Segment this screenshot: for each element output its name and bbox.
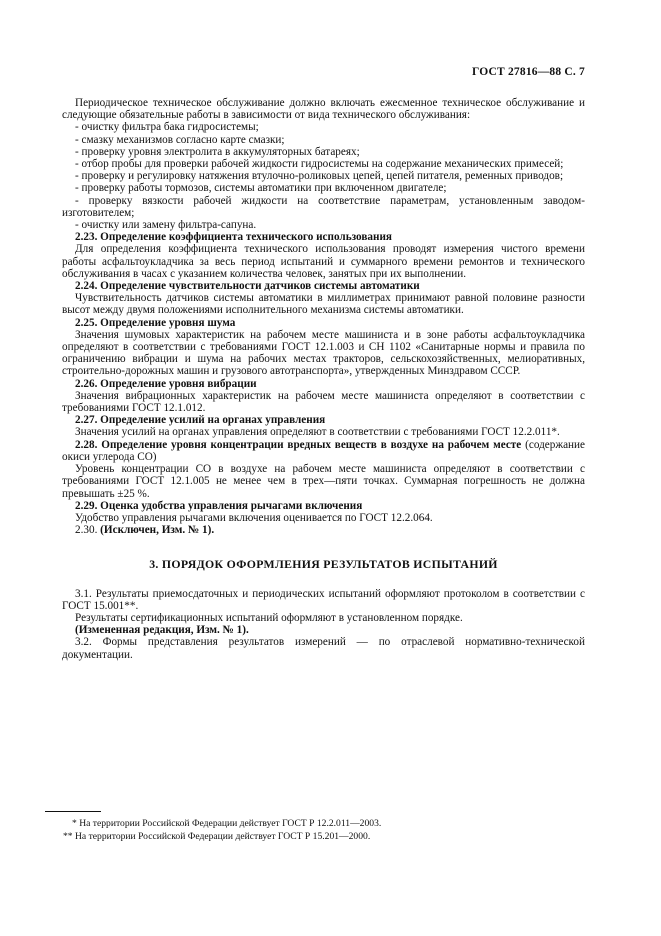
clause-2-30-text: (Исключен, Изм. № 1). [100,524,215,537]
clause-2-24-text: Чувствительность датчиков системы автоматики в миллиметрах принимают равной половине разности высот между двумя положениями исполнительного механизма системы автоматики. [62,292,585,317]
clause-2-30-number: 2.30. [75,524,101,537]
list-item: - проверку вязкости рабочей жидкости на соответствие параметрам, установленным заводом-изготовителем; [62,194,585,219]
clause-2-28-heading [62,439,585,463]
list-item: - проверку уровня электролита в аккумуляторных батареях; [75,145,360,158]
clause-3-1-cert-text: Результаты сертификационных испытаний оформляют в установленном порядке. [75,611,463,624]
list-item: - очистку или замену фильтра-сапуна. [75,219,257,232]
clause-2-28-suffix: (содержание окиси углерода СО) [62,438,585,463]
clause-2-25-text: Значения шумовых характеристик на рабочем месте машиниста и в зоне работы асфальтоукладчика определяют в соответствии с требованиями ГОСТ 12.1.003 и СН 1102 «Санитарные нормы и правила по ограничению вибрации и шума на рабочих местах тракторов, сельскохозяйственных, мелиоративных, строительно-дорожных машин и грузового автотранспорта», утвержденных Минздравом СССР. [62,328,585,378]
clause-3-1-amendment: (Измененная редакция, Изм. № 1). [75,624,249,637]
footnotes [63,818,572,843]
clause-2-28-title: 2.28. Определение уровня концентрации вредных веществ в воздухе на рабочем месте [75,438,522,451]
clause-2-26-text: Значения вибрационных характеристик на рабочем месте машиниста определяют в соответствии с требованиями ГОСТ 12.1.012. [62,389,585,415]
intro-paragraph: Периодическое техническое обслуживание должно включать ежесменное техническое обслуживание и следующие обязательные работы в зависимости от вида технического обслуживания: [62,97,585,122]
clause-2-27-text: Значения усилий на органах управления определяют в соответствии с требованиями ГОСТ 12.2.011*. [75,426,560,439]
clause-2-24-heading: 2.24. Определение чувствительности датчиков системы автоматики [75,280,420,293]
clause-2-29-heading: 2.29. Оценка удобства управления рычагами включения [75,499,363,512]
page-header: ГОСТ 27816—88 С. 7 [472,66,585,78]
clause-2-30 [62,524,585,536]
footnote-divider [45,811,101,812]
clause-2-29-text: Удобство управления рычагами включения оценивается по ГОСТ 12.2.064. [75,511,433,524]
clause-3-1-text: 3.1. Результаты приемосдаточных и периодических испытаний оформляют протоколом в соответствии с ГОСТ 15.001**. [62,587,585,612]
document-body [62,97,585,661]
list-item: - проверку работы тормозов, системы автоматики при включенном двигателе; [75,182,447,195]
section-3-title: 3. ПОРЯДОК ОФОРМЛЕНИЯ РЕЗУЛЬТАТОВ ИСПЫТАНИЙ [149,557,498,572]
list-item: - смазку механизмов согласно карте смазки; [75,133,285,146]
clause-2-23-text: Для определения коэффициента технического использования проводят измерения чистого времени работы асфальтоукладчика за весь период испытаний и суммарного времени ремонтов и технического обслуживания в часах с указанием количества человек, занятых при их выполнении. [62,243,585,280]
footnote-1: * На территории Российской Федерации действует ГОСТ Р 12.2.011—2003. [72,818,382,829]
list-item: - очистку фильтра бака гидросистемы; [75,121,259,134]
footnote-2: ** На территории Российской Федерации действует ГОСТ Р 15.201—2000. [63,830,371,842]
clause-3-2-text: 3.2. Формы представления результатов измерений — по отраслевой нормативно-технической документации. [62,636,585,661]
clause-2-28-text: Уровень концентрации СО в воздухе на рабочем месте машиниста определяют в соответствии с требованиями ГОСТ 12.1.005 не менее чем в трех—пяти точках. Суммарная погрешность не должна превышать ±25 %. [62,463,585,500]
list-item: - отбор пробы для проверки рабочей жидкости гидросистемы на содержание механических примесей; [75,158,564,171]
clause-2-23-heading: 2.23. Определение коэффициента технического использования [75,231,392,244]
clause-2-25-heading: 2.25. Определение уровня шума [75,316,236,329]
clause-2-26-heading: 2.26. Определение уровня вибрации [75,377,257,390]
clause-2-27-heading: 2.27. Определение усилий на органах управления [75,414,326,427]
list-item: - проверку и регулировку натяжения втулочно-роликовых цепей, цепей питателя, ременных приводов; [75,170,564,183]
